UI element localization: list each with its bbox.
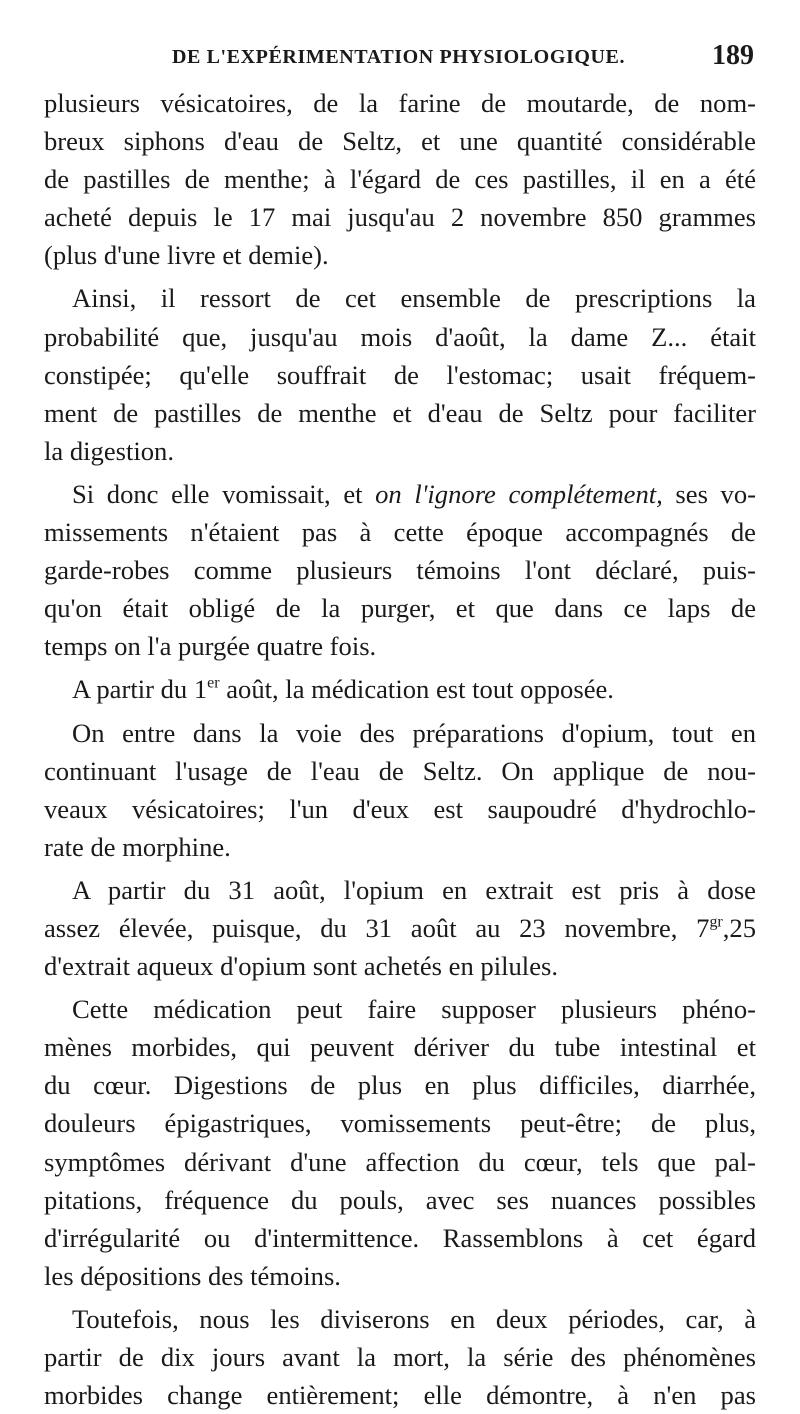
text-line: acheté depuis le 17 mai jusqu'au 2 novembre 850 grammes: [44, 202, 756, 233]
text-line: du cœur. Digestions de plus en plus difficiles, diarrhée,: [44, 1070, 756, 1101]
text-line: plusieurs vésicatoires, de la farine de moutarde, de nom-: [44, 88, 756, 118]
text-line: morbides change entièrement; elle démontre, à n'en pas: [44, 1380, 756, 1411]
text-line: ment de pastilles de menthe et d'eau de Seltz pour faciliter: [44, 397, 756, 428]
text-line: Cette médication peut faire supposer plusieurs phéno-: [72, 994, 756, 1025]
text-line: temps on l'a purgée quatre fois.: [44, 631, 377, 662]
text-line: Toutefois, nous les diviserons en deux périodes, car, à: [72, 1303, 756, 1334]
text-line: [44, 909, 756, 947]
text-line: la digestion.: [44, 435, 174, 466]
text-line: continuant l'usage de l'eau de Seltz. On applique de nou-: [44, 755, 756, 786]
text-line: A partir du 31 août, l'opium en extrait est pris à dose: [72, 874, 756, 905]
running-title: DE L'EXPÉRIMENTATION PHYSIOLOGIQUE.: [172, 46, 626, 68]
text-run: ,25: [722, 912, 756, 943]
text-line: breux siphons d'eau de Seltz, et une quantité considérable: [44, 126, 756, 157]
text-line: pitations, fréquence du pouls, avec ses nuances possibles: [44, 1184, 756, 1215]
text-line: garde-robes comme plusieurs témoins l'ont déclaré, puis-: [44, 555, 756, 586]
text-line: d'extrait aqueux d'opium sont achetés en pilules.: [44, 951, 558, 982]
text-line: Ainsi, il ressort de cet ensemble de prescriptions la: [72, 283, 756, 314]
text-line: symptômes dérivant d'une affection du cœur, tels que pal-: [44, 1146, 756, 1177]
text-line: veaux vésicatoires; l'un d'eux est saupoudré d'hydrochlo-: [44, 793, 756, 824]
text-line: rate de morphine.: [44, 831, 231, 862]
italic-run: on l'ignore complétement,: [375, 478, 663, 509]
text-line: On entre dans la voie des préparations d'opium, tout en: [72, 717, 756, 748]
text-line: de pastilles de menthe; à l'égard de ces pastilles, il en a été: [44, 164, 756, 195]
text-run: ses vo-: [662, 478, 756, 509]
page-number: 189: [712, 40, 754, 71]
text-line: les dépositions des témoins.: [44, 1260, 341, 1291]
text-line: [44, 670, 756, 708]
text-line: probabilité que, jusqu'au mois d'août, la dame Z... était: [44, 321, 756, 352]
text-run: Si donc elle vomissait, et: [72, 478, 376, 509]
body-text: [44, 84, 756, 1414]
text-line: missements n'étaient pas à cette époque accompagnés de: [44, 517, 756, 548]
text-run: assez élevée, puisque, du 31 août au 23 novembre, 7: [44, 912, 710, 943]
text-line: constipée; qu'elle souffrait de l'estomac; usait fréquem-: [44, 359, 756, 390]
text-line: mènes morbides, qui peuvent dériver du tube intestinal et: [44, 1032, 756, 1063]
text-run: août, la médication est tout opposée.: [219, 674, 614, 705]
text-line: (plus d'une livre et demie).: [44, 240, 329, 271]
text-line: [44, 475, 756, 513]
text-line: douleurs épigastriques, vomissements peut-être; de plus,: [44, 1108, 756, 1139]
text-line: partir de dix jours avant la mort, la série des phénomènes: [44, 1342, 756, 1372]
text-run: A partir du 1: [72, 674, 208, 705]
text-line: d'irrégularité ou d'intermittence. Rassemblons à cet égard: [44, 1222, 756, 1253]
text-line: qu'on était obligé de la purger, et que dans ce laps de: [44, 593, 756, 624]
superscript: gr: [709, 913, 723, 931]
superscript: er: [207, 675, 220, 693]
running-head: [0, 38, 800, 78]
